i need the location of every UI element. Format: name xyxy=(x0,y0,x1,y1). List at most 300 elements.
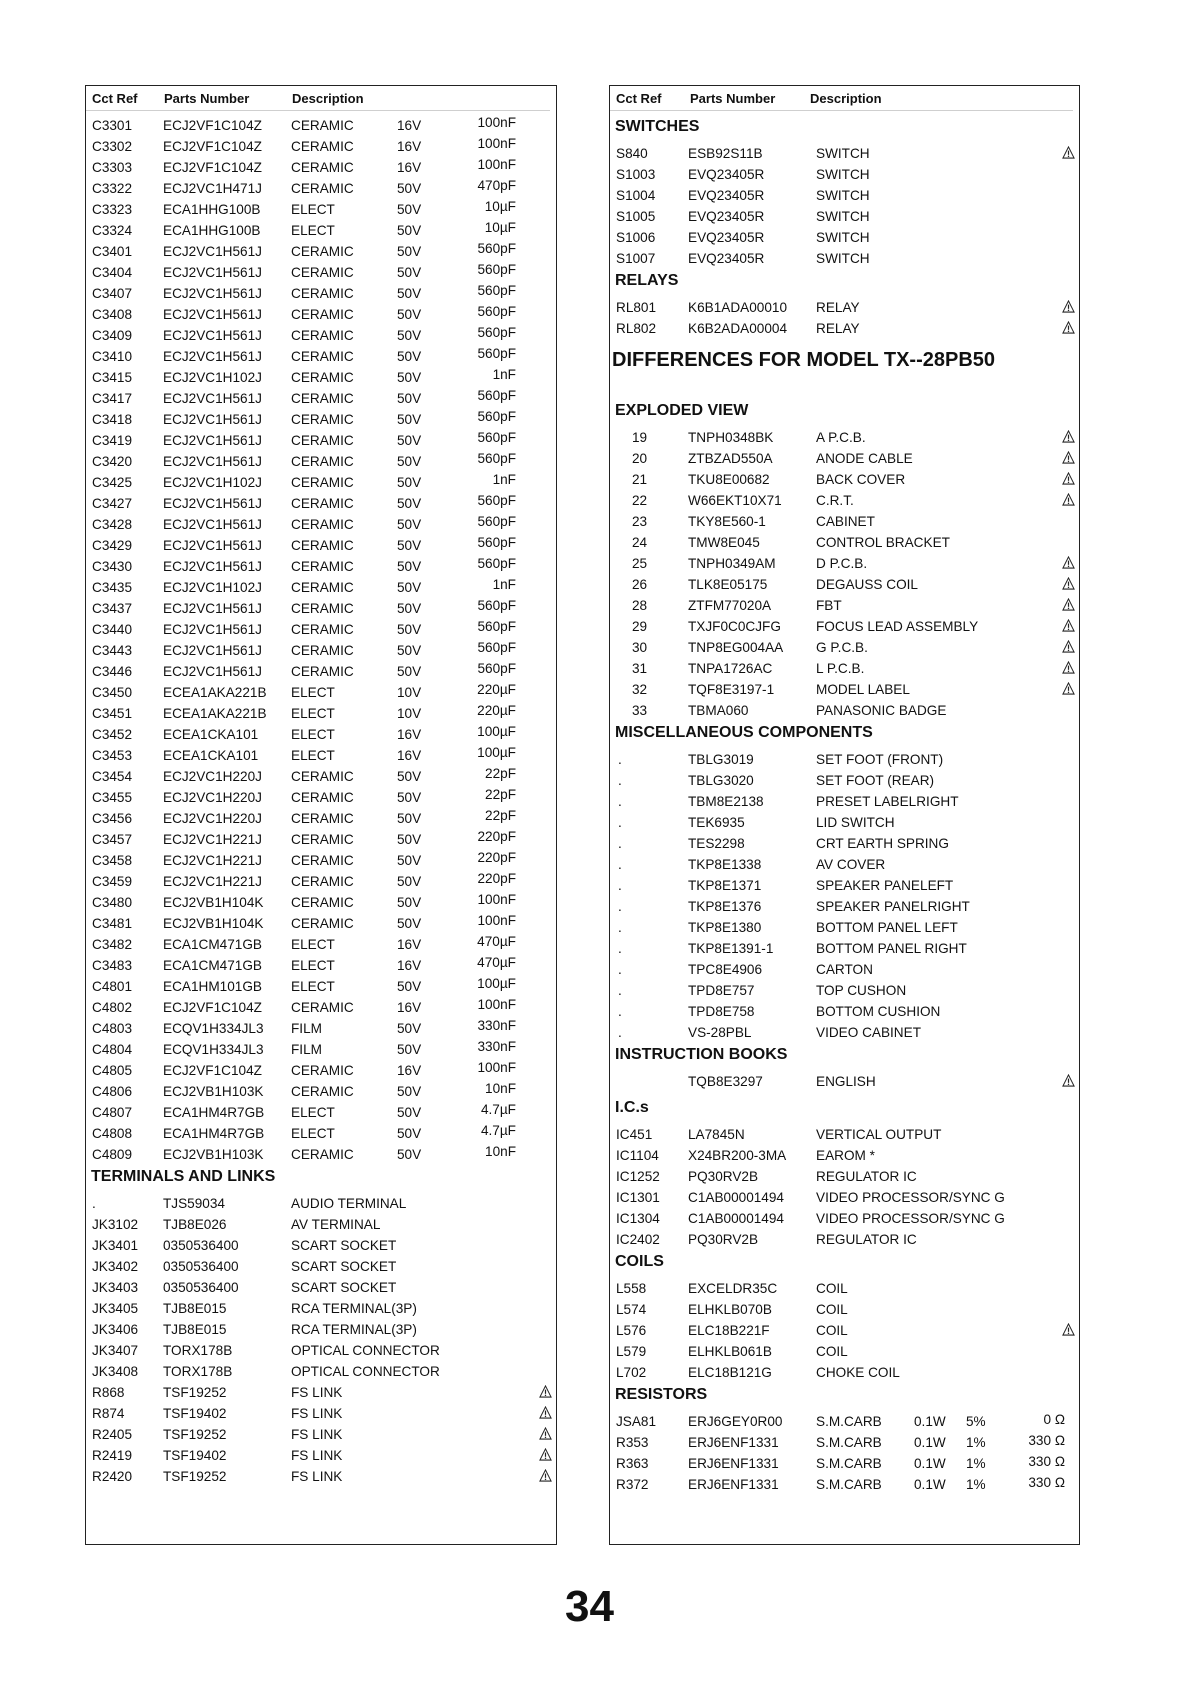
voltage: 16V xyxy=(397,748,422,763)
section-coils: COILS xyxy=(615,1253,664,1270)
description: CERAMIC xyxy=(291,307,354,322)
description: ELECT xyxy=(291,937,335,952)
cct-ref: 22 xyxy=(632,493,648,508)
table-row xyxy=(610,1208,1079,1229)
warning-triangle-icon xyxy=(1062,577,1076,591)
voltage: 16V xyxy=(397,139,422,154)
table-row xyxy=(86,1466,556,1487)
parts-number: ECQV1H334JL3 xyxy=(163,1021,264,1036)
value: 100nF xyxy=(477,997,516,1012)
cct-ref: S1003 xyxy=(616,167,656,182)
table-row xyxy=(610,1071,1079,1092)
cct-ref: C4802 xyxy=(92,1000,133,1015)
cct-ref: R2420 xyxy=(92,1469,133,1484)
voltage: 50V xyxy=(397,307,422,322)
left-parts-table xyxy=(85,85,557,1545)
description: CERAMIC xyxy=(291,664,354,679)
description: FILM xyxy=(291,1042,322,1057)
page-number: 34 xyxy=(565,1582,614,1631)
value: 560pF xyxy=(477,325,516,340)
cct-ref: 29 xyxy=(632,619,648,634)
parts-number: EVQ23405R xyxy=(688,209,765,224)
description: DEGAUSS COIL xyxy=(816,577,918,592)
voltage: 50V xyxy=(397,475,422,490)
voltage: 50V xyxy=(397,181,422,196)
value: 560pF xyxy=(477,640,516,655)
table-row xyxy=(610,1411,1079,1432)
parts-number: ECJ2VC1H102J xyxy=(163,475,262,490)
cct-ref: C4807 xyxy=(92,1105,133,1120)
table-row xyxy=(610,1432,1079,1453)
capacitor-list xyxy=(86,111,556,1165)
cct-ref: . xyxy=(618,815,622,830)
table-row xyxy=(610,700,1079,721)
parts-number: TSF19402 xyxy=(163,1448,227,1463)
voltage: 50V xyxy=(397,538,422,553)
description: CERAMIC xyxy=(291,559,354,574)
parts-number: ECQV1H334JL3 xyxy=(163,1042,264,1057)
parts-number: TNPH0348BK xyxy=(688,430,774,445)
cct-ref: JK3402 xyxy=(92,1259,139,1274)
description: SPEAKER PANELEFT xyxy=(816,878,954,893)
parts-number: ECA1HHG100B xyxy=(163,202,261,217)
cct-ref: L558 xyxy=(616,1281,647,1296)
cct-ref: . xyxy=(618,899,622,914)
table-row xyxy=(610,532,1079,553)
value: 560pF xyxy=(477,556,516,571)
description: COIL xyxy=(816,1323,848,1338)
table-row xyxy=(610,1145,1079,1166)
parts-number: ECJ2VC1H561J xyxy=(163,349,262,364)
right-parts-table xyxy=(609,85,1080,1545)
voltage: 50V xyxy=(397,223,422,238)
cct-ref: C3303 xyxy=(92,160,133,175)
value: 220pF xyxy=(477,871,516,886)
parts-number: ECEA1CKA101 xyxy=(163,748,259,763)
parts-number: ECJ2VC1H561J xyxy=(163,412,262,427)
cct-ref: S1005 xyxy=(616,209,656,224)
description: CERAMIC xyxy=(291,1084,354,1099)
parts-number: ECJ2VC1H561J xyxy=(163,517,262,532)
cct-ref: JK3407 xyxy=(92,1343,139,1358)
instruction-books-list xyxy=(610,1067,1079,1092)
voltage: 50V xyxy=(397,370,422,385)
description: SWITCH xyxy=(816,209,870,224)
description: CERAMIC xyxy=(291,328,354,343)
parts-number: ELC18B121G xyxy=(688,1365,772,1380)
cct-ref: C3453 xyxy=(92,748,133,763)
value: 100nF xyxy=(477,892,516,907)
voltage: 50V xyxy=(397,349,422,364)
parts-number: EXCELDR35C xyxy=(688,1281,778,1296)
description: CERAMIC xyxy=(291,1147,354,1162)
cct-ref: C4805 xyxy=(92,1063,133,1078)
description: EAROM * xyxy=(816,1148,875,1163)
parts-number: ERJ6GEY0R00 xyxy=(688,1414,783,1429)
table-row xyxy=(610,833,1079,854)
value: 560pF xyxy=(477,430,516,445)
table-row xyxy=(610,1001,1079,1022)
cct-ref: JK3406 xyxy=(92,1322,139,1337)
description: CERAMIC xyxy=(291,832,354,847)
warning-triangle-icon xyxy=(539,1469,553,1483)
tolerance: 1% xyxy=(966,1435,986,1450)
description: CONTROL BRACKET xyxy=(816,535,950,550)
parts-number: C1AB00001494 xyxy=(688,1190,784,1205)
description: PRESET LABELRIGHT xyxy=(816,794,959,809)
parts-number: TQB8E3297 xyxy=(688,1074,763,1089)
voltage: 50V xyxy=(397,601,422,616)
parts-number: ECJ2VC1H220J xyxy=(163,769,262,784)
cct-ref: C3459 xyxy=(92,874,133,889)
cct-ref: C3425 xyxy=(92,475,133,490)
value: 22pF xyxy=(485,766,516,781)
table-row xyxy=(610,896,1079,917)
voltage: 50V xyxy=(397,433,422,448)
parts-number: ERJ6ENF1331 xyxy=(688,1435,779,1450)
table-row xyxy=(86,451,556,472)
table-row xyxy=(610,854,1079,875)
cct-ref: C3480 xyxy=(92,895,133,910)
value: 560pF xyxy=(477,241,516,256)
parts-number: ECJ2VC1H561J xyxy=(163,622,262,637)
cct-ref: L574 xyxy=(616,1302,647,1317)
voltage: 50V xyxy=(397,202,422,217)
voltage: 50V xyxy=(397,895,422,910)
description: CERAMIC xyxy=(291,265,354,280)
description: CERAMIC xyxy=(291,622,354,637)
cct-ref: . xyxy=(618,836,622,851)
parts-number: LA7845N xyxy=(688,1127,745,1142)
value: 560pF xyxy=(477,598,516,613)
cct-ref: C3409 xyxy=(92,328,133,343)
parts-number: ECJ2VC1H561J xyxy=(163,286,262,301)
table-header xyxy=(86,86,550,111)
value: 1nF xyxy=(492,472,516,487)
cct-ref: . xyxy=(618,857,622,872)
table-row xyxy=(610,1166,1079,1187)
table-row xyxy=(86,346,556,367)
table-row xyxy=(86,1193,556,1214)
parts-number: ECEA1AKA221B xyxy=(163,706,267,721)
section-ics: I.C.s xyxy=(615,1099,649,1116)
table-row xyxy=(610,812,1079,833)
parts-number: ECJ2VF1C104Z xyxy=(163,1000,262,1015)
parts-number: EVQ23405R xyxy=(688,251,765,266)
description: SCART SOCKET xyxy=(291,1238,397,1253)
table-row xyxy=(610,227,1079,248)
parts-number: PQ30RV2B xyxy=(688,1169,759,1184)
table-row xyxy=(86,556,556,577)
description: CERAMIC xyxy=(291,916,354,931)
parts-number: ECJ2VC1H221J xyxy=(163,853,262,868)
cct-ref: . xyxy=(618,1025,622,1040)
cct-ref: C3483 xyxy=(92,958,133,973)
cct-ref: C3417 xyxy=(92,391,133,406)
parts-number: TORX178B xyxy=(163,1364,233,1379)
description: VIDEO PROCESSOR/SYNC G xyxy=(816,1211,1005,1226)
value: 560pF xyxy=(477,262,516,277)
parts-number: 0350536400 xyxy=(163,1259,239,1274)
table-row xyxy=(610,658,1079,679)
description: BACK COVER xyxy=(816,472,906,487)
cct-ref: L576 xyxy=(616,1323,647,1338)
value: 330nF xyxy=(477,1018,516,1033)
cct-ref: C3435 xyxy=(92,580,133,595)
voltage: 50V xyxy=(397,412,422,427)
voltage: 50V xyxy=(397,454,422,469)
description: ELECT xyxy=(291,685,335,700)
cct-ref: C3443 xyxy=(92,643,133,658)
parts-number: 0350536400 xyxy=(163,1238,239,1253)
description: CERAMIC xyxy=(291,454,354,469)
parts-number: EVQ23405R xyxy=(688,167,765,182)
value: 470µF xyxy=(477,955,516,970)
cct-ref: 33 xyxy=(632,703,648,718)
table-row xyxy=(610,938,1079,959)
parts-number: ECJ2VF1C104Z xyxy=(163,160,262,175)
parts-number: TBM8E2138 xyxy=(688,794,764,809)
voltage: 50V xyxy=(397,1084,422,1099)
parts-number: ECJ2VC1H561J xyxy=(163,559,262,574)
value: 560pF xyxy=(477,388,516,403)
description: REGULATOR IC xyxy=(816,1232,917,1247)
description: S.M.CARB xyxy=(816,1414,882,1429)
voltage: 50V xyxy=(397,769,422,784)
description: CERAMIC xyxy=(291,1063,354,1078)
cct-ref: IC1304 xyxy=(616,1211,660,1226)
parts-number: TJB8E026 xyxy=(163,1217,227,1232)
parts-number: ECJ2VC1H561J xyxy=(163,391,262,406)
cct-ref: C3420 xyxy=(92,454,133,469)
parts-number: TLK8E05175 xyxy=(688,577,768,592)
voltage: 50V xyxy=(397,979,422,994)
warning-triangle-icon xyxy=(1062,472,1076,486)
resistors-list xyxy=(610,1407,1079,1495)
cct-ref: S1006 xyxy=(616,230,656,245)
warning-triangle-icon xyxy=(1062,598,1076,612)
table-row xyxy=(610,980,1079,1001)
table-row xyxy=(610,1341,1079,1362)
parts-number: ZTFM77020A xyxy=(688,598,772,613)
value: 100nF xyxy=(477,913,516,928)
table-row xyxy=(610,469,1079,490)
description: ENGLISH xyxy=(816,1074,876,1089)
cct-ref: C4809 xyxy=(92,1147,133,1162)
voltage: 16V xyxy=(397,160,422,175)
description: CERAMIC xyxy=(291,538,354,553)
description: SWITCH xyxy=(816,188,870,203)
cct-ref: 21 xyxy=(632,472,648,487)
description: SET FOOT (REAR) xyxy=(816,773,935,788)
parts-number: ECJ2VB1H103K xyxy=(163,1147,264,1162)
voltage: 16V xyxy=(397,1000,422,1015)
relays-list xyxy=(610,293,1079,339)
cct-ref: C3455 xyxy=(92,790,133,805)
table-row xyxy=(610,1453,1079,1474)
parts-number: ECJ2VC1H220J xyxy=(163,811,262,826)
description: CERAMIC xyxy=(291,160,354,175)
cct-ref: R353 xyxy=(616,1435,649,1450)
description: S.M.CARB xyxy=(816,1456,882,1471)
value: 10nF xyxy=(485,1081,516,1096)
cct-ref: 26 xyxy=(632,577,648,592)
description: AV COVER xyxy=(816,857,886,872)
cct-ref: 32 xyxy=(632,682,648,697)
parts-number: ECJ2VC1H102J xyxy=(163,580,262,595)
table-row xyxy=(610,1474,1079,1495)
tolerance: 5% xyxy=(966,1414,986,1429)
description: CERAMIC xyxy=(291,349,354,364)
cct-ref: C3407 xyxy=(92,286,133,301)
parts-number: ECJ2VC1H561J xyxy=(163,538,262,553)
table-row xyxy=(86,1361,556,1382)
warning-triangle-icon xyxy=(1062,661,1076,675)
cct-ref: C3430 xyxy=(92,559,133,574)
warning-triangle-icon xyxy=(1062,1323,1076,1337)
description: L P.C.B. xyxy=(816,661,865,676)
parts-number: K6B2ADA00004 xyxy=(688,321,788,336)
section-exploded-view: EXPLODED VIEW xyxy=(615,402,749,419)
cct-ref: C4804 xyxy=(92,1042,133,1057)
description: FS LINK xyxy=(291,1469,343,1484)
parts-number: TSF19252 xyxy=(163,1427,227,1442)
cct-ref: R363 xyxy=(616,1456,649,1471)
table-row xyxy=(610,917,1079,938)
warning-triangle-icon xyxy=(1062,146,1076,160)
description: CERAMIC xyxy=(291,286,354,301)
parts-number: TBMA060 xyxy=(688,703,749,718)
description: CERAMIC xyxy=(291,391,354,406)
parts-number: TSF19252 xyxy=(163,1469,227,1484)
table-row xyxy=(86,1298,556,1319)
parts-number: W66EKT10X71 xyxy=(688,493,782,508)
value: 100µF xyxy=(477,724,516,739)
parts-number: ECA1CM471GB xyxy=(163,937,262,952)
value: 560pF xyxy=(477,283,516,298)
voltage: 10V xyxy=(397,706,422,721)
voltage: 50V xyxy=(397,328,422,343)
table-row xyxy=(86,1340,556,1361)
voltage: 16V xyxy=(397,118,422,133)
description: CERAMIC xyxy=(291,895,354,910)
cct-ref: C4801 xyxy=(92,979,133,994)
cct-ref: C3301 xyxy=(92,118,133,133)
cct-ref: C3408 xyxy=(92,307,133,322)
voltage: 50V xyxy=(397,811,422,826)
cct-ref: C4803 xyxy=(92,1021,133,1036)
description: CERAMIC xyxy=(291,412,354,427)
warning-triangle-icon xyxy=(539,1406,553,1420)
description: ELECT xyxy=(291,223,335,238)
parts-number: TKP8E1380 xyxy=(688,920,762,935)
table-row xyxy=(610,679,1079,700)
voltage: 50V xyxy=(397,559,422,574)
parts-number: TBLG3020 xyxy=(688,773,754,788)
cct-ref: JK3408 xyxy=(92,1364,139,1379)
table-row xyxy=(86,1144,556,1165)
value: 220pF xyxy=(477,829,516,844)
table-row xyxy=(610,1187,1079,1208)
description: CERAMIC xyxy=(291,118,354,133)
header-cct-ref: Cct Ref xyxy=(616,90,662,106)
voltage: 50V xyxy=(397,391,422,406)
description: S.M.CARB xyxy=(816,1435,882,1450)
table-row xyxy=(86,1235,556,1256)
table-row xyxy=(86,1256,556,1277)
cct-ref: 30 xyxy=(632,640,648,655)
description: CERAMIC xyxy=(291,1000,354,1015)
voltage: 50V xyxy=(397,1147,422,1162)
cct-ref: C3404 xyxy=(92,265,133,280)
parts-number: TKP8E1338 xyxy=(688,857,762,872)
cct-ref: C4806 xyxy=(92,1084,133,1099)
section-miscellaneous-components: MISCELLANEOUS COMPONENTS xyxy=(615,724,873,741)
cct-ref: IC451 xyxy=(616,1127,653,1142)
description: BOTTOM PANEL LEFT xyxy=(816,920,958,935)
cct-ref: C3302 xyxy=(92,139,133,154)
description: CERAMIC xyxy=(291,853,354,868)
table-row xyxy=(610,427,1079,448)
description: RCA TERMINAL(3P) xyxy=(291,1301,417,1316)
cct-ref: C3451 xyxy=(92,706,133,721)
value: 560pF xyxy=(477,304,516,319)
cct-ref: . xyxy=(618,752,622,767)
cct-ref: C3324 xyxy=(92,223,133,238)
description: AV TERMINAL xyxy=(291,1217,381,1232)
table-row xyxy=(86,1445,556,1466)
parts-number: ECJ2VC1H561J xyxy=(163,664,262,679)
cct-ref: . xyxy=(618,773,622,788)
parts-number: VS-28PBL xyxy=(688,1025,752,1040)
parts-number: ECJ2VF1C104Z xyxy=(163,118,262,133)
cct-ref: L702 xyxy=(616,1365,647,1380)
parts-number: TSF19402 xyxy=(163,1406,227,1421)
value: 560pF xyxy=(477,409,516,424)
value: 1nF xyxy=(492,577,516,592)
description: SCART SOCKET xyxy=(291,1280,397,1295)
voltage: 50V xyxy=(397,244,422,259)
header-parts-number: Parts Number xyxy=(164,90,250,106)
parts-number: ECJ2VC1H102J xyxy=(163,370,262,385)
description: SWITCH xyxy=(816,251,870,266)
table-row xyxy=(610,875,1079,896)
value: 10nF xyxy=(485,1144,516,1159)
parts-number: TMW8E045 xyxy=(688,535,760,550)
cct-ref: C3458 xyxy=(92,853,133,868)
table-row xyxy=(610,574,1079,595)
cct-ref: S840 xyxy=(616,146,648,161)
description: ELECT xyxy=(291,1126,335,1141)
parts-number: ECA1HM101GB xyxy=(163,979,262,994)
description: CERAMIC xyxy=(291,244,354,259)
description: REGULATOR IC xyxy=(816,1169,917,1184)
table-row xyxy=(610,1299,1079,1320)
voltage: 50V xyxy=(397,265,422,280)
description: VERTICAL OUTPUT xyxy=(816,1127,942,1142)
table-row xyxy=(610,185,1079,206)
value: 560pF xyxy=(477,514,516,529)
cct-ref: C3446 xyxy=(92,664,133,679)
parts-number: EVQ23405R xyxy=(688,230,765,245)
value: 1nF xyxy=(492,367,516,382)
cct-ref: C3481 xyxy=(92,916,133,931)
parts-number: ECA1HM4R7GB xyxy=(163,1126,265,1141)
description: ELECT xyxy=(291,748,335,763)
parts-number: ERJ6ENF1331 xyxy=(688,1456,779,1471)
table-row xyxy=(610,1320,1079,1341)
voltage: 50V xyxy=(397,1021,422,1036)
